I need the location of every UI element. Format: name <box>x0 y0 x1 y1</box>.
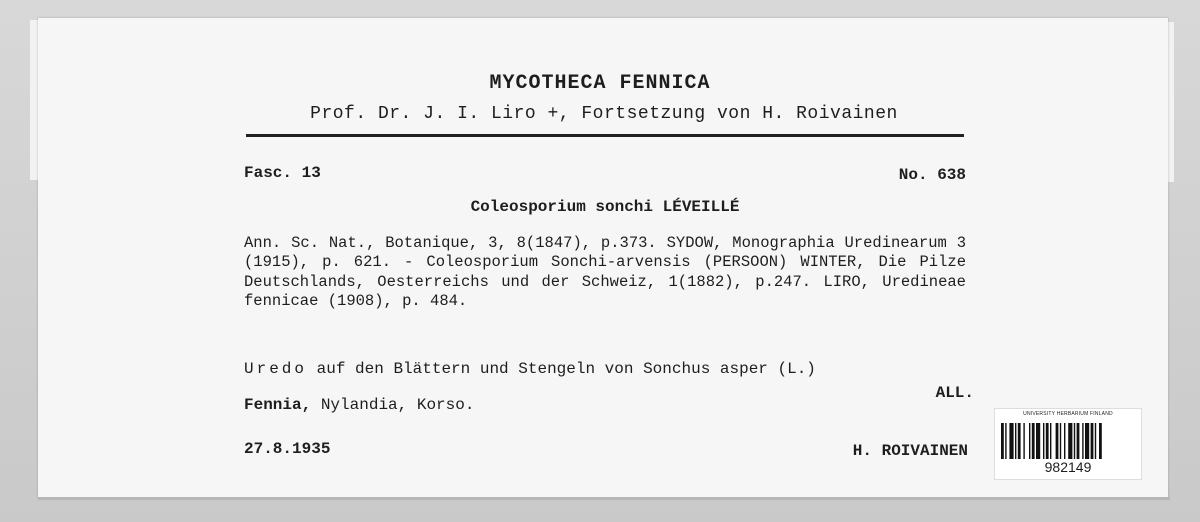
barcode-bar <box>1064 423 1065 459</box>
barcode-bar <box>1043 423 1044 459</box>
label-bottom-edge <box>38 497 1170 500</box>
barcode-bar <box>1050 423 1051 459</box>
host-description: auf den Blättern und Stengeln von Sonchus asper (L.) <box>316 360 816 378</box>
collection-editors: Prof. Dr. J. I. Liro +, Fortsetzung von H. Roivainen <box>310 104 898 124</box>
barcode-bar <box>1074 423 1075 459</box>
barcode-bar <box>1085 423 1089 459</box>
barcode-number: 982149 <box>1044 459 1092 475</box>
barcode-bar <box>1005 423 1006 459</box>
barcode-bar <box>1009 423 1013 459</box>
barcode-bar <box>1023 423 1024 459</box>
barcode-bar <box>1001 423 1004 459</box>
locality-region: Fennia, <box>244 396 312 414</box>
header-rule <box>246 134 964 137</box>
spore-stage: Uredo <box>244 360 308 378</box>
species-name: Coleosporium sonchi LÉVEILLÉ <box>470 198 740 216</box>
fascicle-number: Fasc. 13 <box>244 164 321 182</box>
collector-name: H. ROIVAINEN <box>852 442 968 460</box>
habitat-line <box>244 360 816 378</box>
locality-place: Nylandia, Korso. <box>320 396 475 414</box>
collector-code: ALL. <box>935 384 974 402</box>
barcode-bar <box>1060 423 1061 459</box>
barcode-bar <box>1068 423 1072 459</box>
barcode-bar <box>1018 423 1021 459</box>
specimen-number: No. 638 <box>898 166 966 184</box>
barcode-bar <box>1015 423 1016 459</box>
barcode-bar <box>1099 423 1102 459</box>
barcode-bar <box>1091 423 1094 459</box>
barcode-caption: UNIVERSITY HERBARIUM FINLAND <box>1023 411 1113 417</box>
literature-citation: Ann. Sc. Nat., Botanique, 3, 8(1847), p.373. SYDOW, Monographia Uredinearum 3 (1915), p. 621. - Coleosporium Sonchi-arvensis (PERSOON) WINTER, Die Pilze Deutschlands, Oesterreichs und der Schweiz, 1(1882), p.247. LIRO, Uredineae fennicae (1908), p. 484. <box>244 234 966 311</box>
barcode-bar <box>1046 423 1049 459</box>
barcode-bar <box>1077 423 1080 459</box>
barcode-bar <box>1056 423 1059 459</box>
barcode-bar <box>1029 423 1030 459</box>
barcode-bar <box>1095 423 1096 459</box>
collection-date: 27.8.1935 <box>244 440 331 458</box>
locality-line <box>244 396 474 414</box>
barcode-bar <box>1036 423 1040 459</box>
barcode-bars <box>1001 423 1135 459</box>
barcode-bar <box>1032 423 1035 459</box>
collection-title: MYCOTHECA FENNICA <box>489 72 711 95</box>
barcode-label <box>994 408 1142 480</box>
barcode-bar <box>1082 423 1083 459</box>
